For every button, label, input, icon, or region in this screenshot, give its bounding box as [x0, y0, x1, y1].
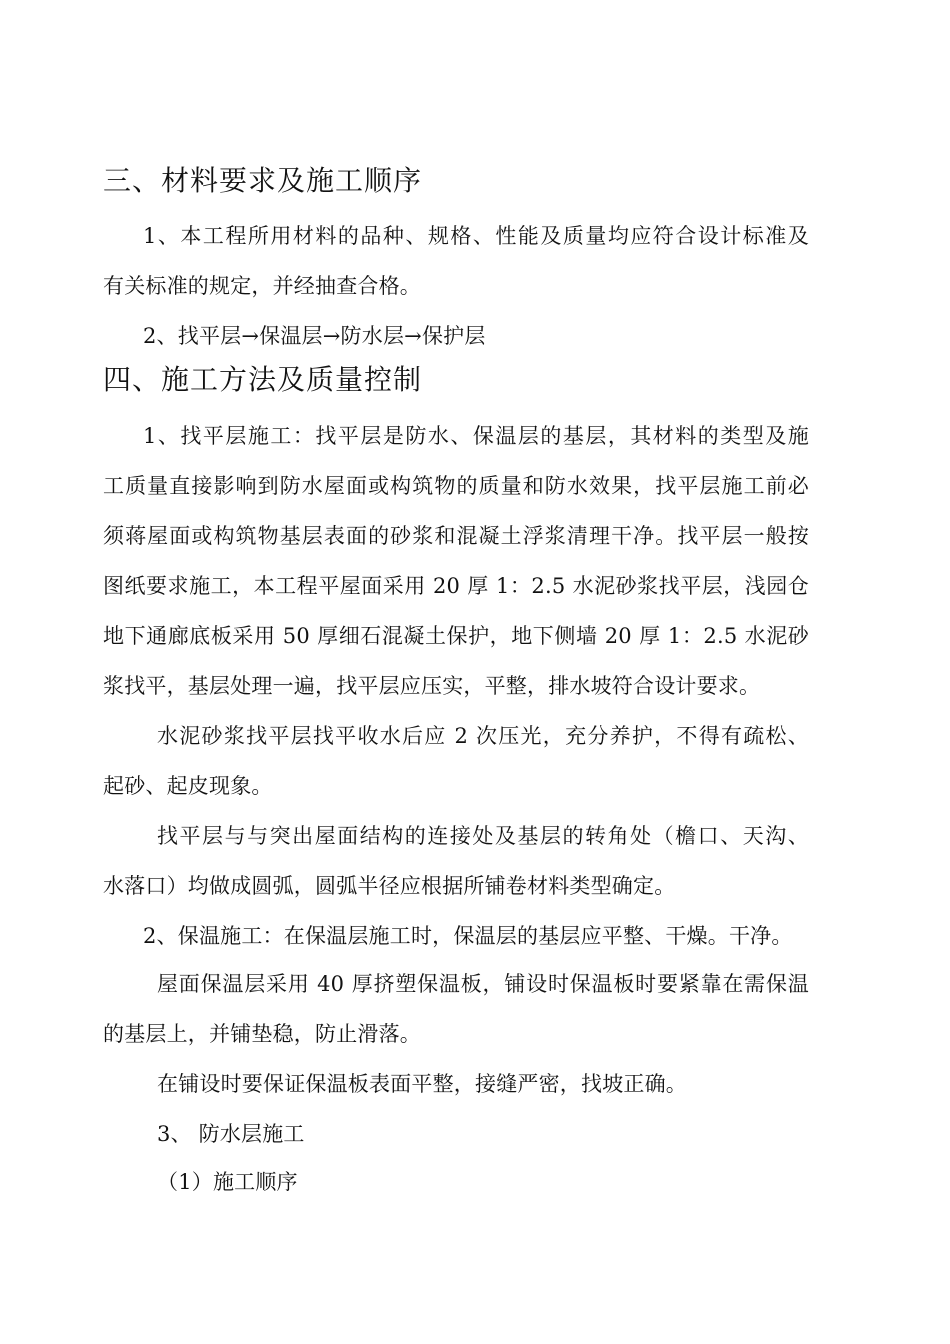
s3-para-1-line-1: 1、本工程所用材料的品种、规格、性能及质量均应符合设计标准及: [143, 224, 809, 248]
insulation-para-2-line-2: 的基层上，并铺垫稳，防止滑落。: [103, 1022, 421, 1046]
insulation-para-2-line-1: 屋面保温层采用 40 厚挤塑保温板，铺设时保温板时要紧靠在需保温: [157, 972, 809, 996]
insulation-line-1: 2、保温施工：在保温层施工时，保温层的基层应平整、干燥。干净。: [143, 924, 793, 948]
leveling-line-4: 图纸要求施工，本工程平屋面采用 20 厚 1：2.5 水泥砂浆找平层，浅园仓: [103, 574, 809, 598]
section-4-heading: 四、施工方法及质量控制: [103, 363, 423, 396]
insulation-para-3: 在铺设时要保证保温板表面平整，接缝严密，找坡正确。: [157, 1072, 687, 1096]
corner-line-1: 找平层与与突出屋面结构的连接处及基层的转角处（檐口、天沟、: [157, 824, 809, 848]
waterproof-title: 3、 防水层施工: [157, 1122, 305, 1146]
mortar-line-1: 水泥砂浆找平层找平收水后应 2 次压光，充分养护，不得有疏松、: [157, 724, 809, 748]
s3-para-2: 2、找平层→保温层→防水层→保护层: [143, 324, 486, 348]
s3-para-1-line-2: 有关标准的规定，并经抽查合格。: [103, 274, 421, 298]
leveling-line-6: 浆找平，基层处理一遍，找平层应压实，平整，排水坡符合设计要求。: [103, 674, 761, 698]
leveling-line-2: 工质量直接影响到防水屋面或构筑物的质量和防水效果，找平层施工前必: [103, 474, 809, 498]
mortar-line-2: 起砂、起皮现象。: [103, 774, 273, 798]
leveling-line-5: 地下通廊底板采用 50 厚细石混凝土保护，地下侧墙 20 厚 1：2.5 水泥砂: [103, 624, 809, 648]
section-3-heading: 三、材料要求及施工顺序: [103, 164, 423, 197]
waterproof-subtitle: （1）施工顺序: [157, 1170, 298, 1194]
corner-line-2: 水落口）均做成圆弧，圆弧半径应根据所铺卷材料类型确定。: [103, 874, 676, 898]
leveling-line-3: 须蒋屋面或构筑物基层表面的砂浆和混凝土浮浆清理干净。找平层一般按: [103, 524, 809, 548]
leveling-line-1: 1、找平层施工：找平层是防水、保温层的基层，其材料的类型及施: [143, 424, 809, 448]
